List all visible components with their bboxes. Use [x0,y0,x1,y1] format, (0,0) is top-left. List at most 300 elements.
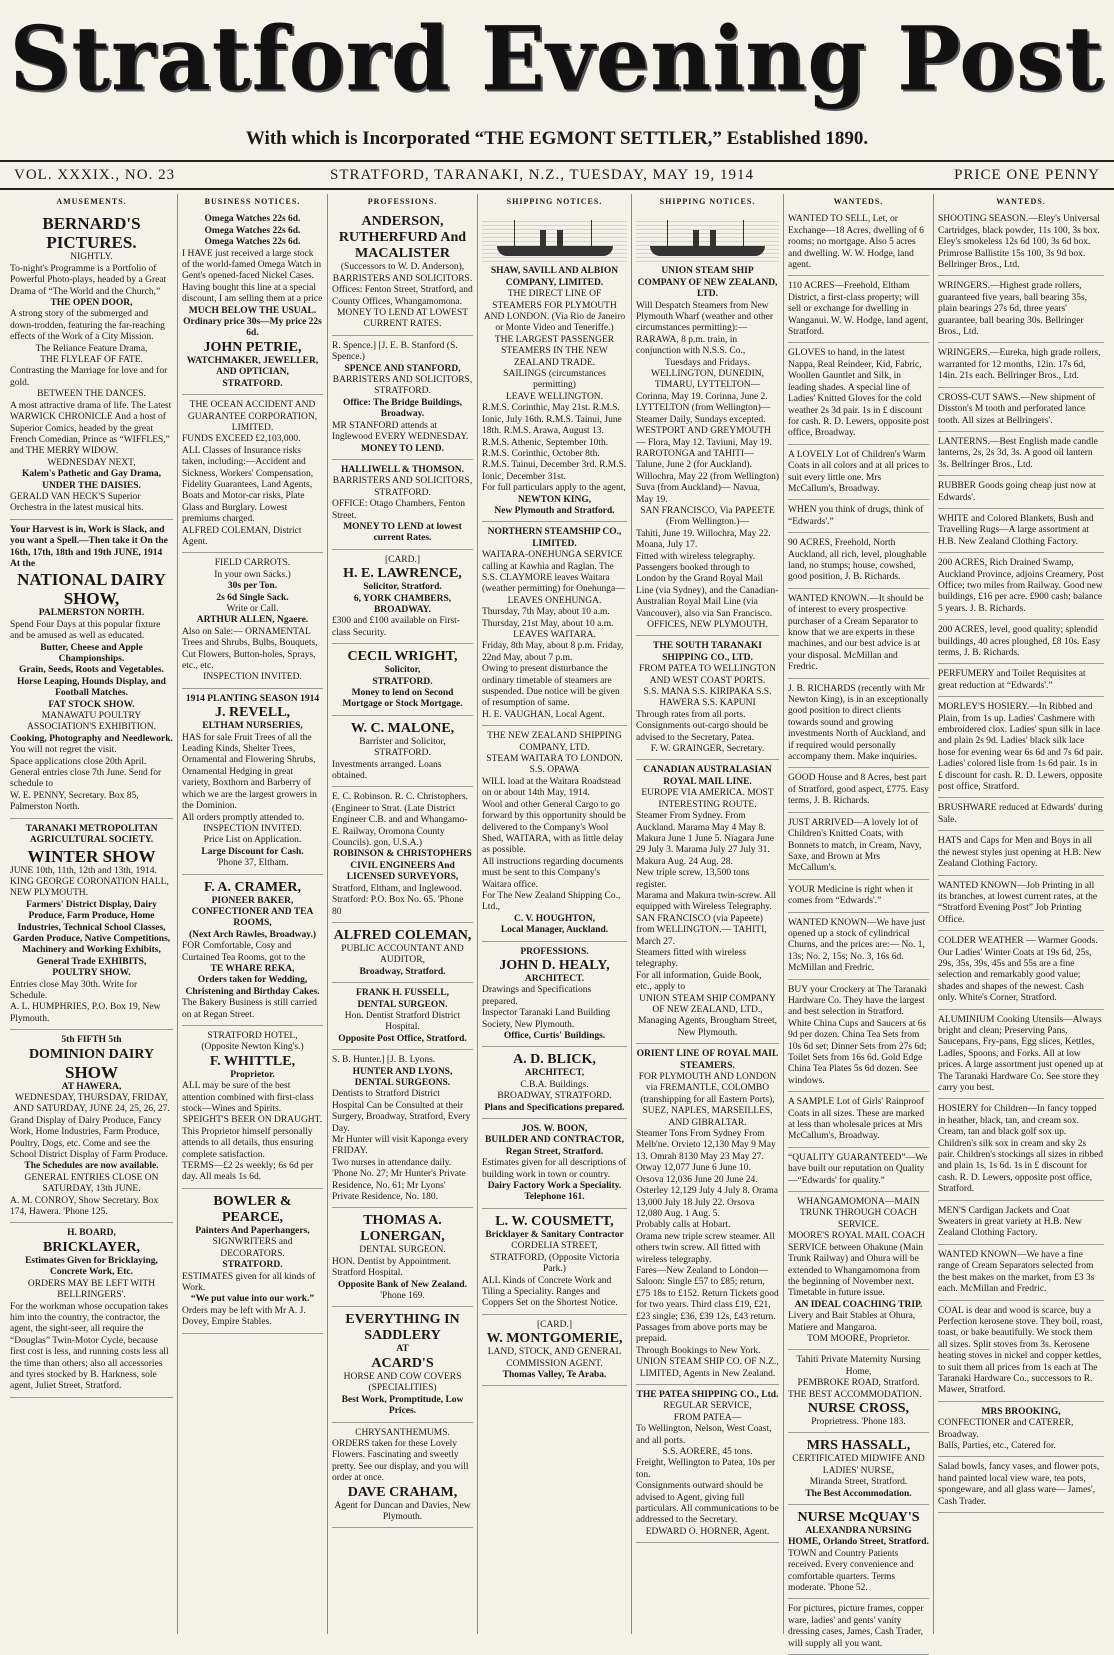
ad-text-line: Space applications close 20th April. General entries close 7th June. Send for schedule to [10,756,162,790]
ad-text-line: INSPECTION INVITED. [203,823,302,834]
ad-text-line: Stratford, Eltham, and Inglewood. Stratford: P.O. Box No. 65. 'Phone 80 [332,883,464,917]
ad-text-line: THE PATEA SHIPPING CO., Ltd. [636,1390,779,1400]
ad-text-line: SAN FRANCISCO, Via PAPEETE (From Wellington.)— [640,505,775,528]
advertisement [332,718,473,788]
ad-text-line: HUNTER AND LYONS, [352,1066,453,1077]
advertisement [482,211,627,522]
ad-text-line: CHRYSANTHEMUMS. [355,1427,450,1438]
ad-text-line: Balls, Parties, etc., Catered for. [938,1440,1056,1451]
ad-text-line: Spend Four Days at this popular fixture and be amused as well as educated. [10,619,161,642]
ad-text-line: BUILDER AND CONTRACTOR, Regan Street, Stratford. [485,1135,624,1157]
advertisement [788,535,929,589]
ad-text-line: CECIL WRIGHT, [347,649,458,665]
advertisement [788,1507,929,1599]
ad-text-line: Solicitor, [384,665,421,676]
ad-text-line: All instructions regarding documents must be sent to this Company's Waitara office. [482,856,624,890]
advertisement [636,1046,779,1385]
ad-text-line: BOWLER & PEARCE, [213,1193,292,1225]
advertisement [788,1094,929,1148]
ad-text-line: 200 ACRES, Rich Drained Swamp, Auckland Province, adjoins Creamery, Post Office; two miles from Railway. Good new buildings, £16 per acre. £900 cash; balance 5 years. J. B. Richards. [938,558,1104,614]
ad-text-line: £300 and £100 available on First-class Security. [332,616,460,638]
ad-text-line: Steamer Tons From Sydney From Melb'ne. Orvieto 12,130 May 9 May 13. Omrah 8130 May 23 May 27. Otway 12,077 June 6 June 10. Orsova 12,036 June 20 June 24. Osterley 12,129 July 4 July 8. Orama 13,000 July 18 July 22. Orsova 12,080 Aug. 1 Aug. 5. [636,1129,778,1219]
ad-text-line: LANTERNS.—Best English made candle lanterns, 2s, 2s 3d, 3s. A good oil lantern 3s. Bellringer Bros., Ltd. [938,436,1098,470]
ad-text-line: WRINGERS.—Eureka, high grade rollers, warranted for 12 months, 12in. 17s 6d, 14in. 21s each. Bellringer Bros., Ltd. [938,348,1101,382]
ad-text-line: [CARD.] [384,554,421,565]
ad-text-line: OFFICES, NEW PLYMOUTH. [647,620,768,630]
ad-text-line: All orders promptly attended to. [182,812,305,823]
ad-text-line: ALUMINIUM Cooking Utensils—Always bright and clean; Preserving Pans, Saucepans, Fry-pans, Egg slices, Kettles, Ladles, Spoons, and Forks. All at low prices. A large assortment just opened up at The Taranaki Hardware Co. See store they carry you best. [938,1014,1103,1093]
ad-text-line: LAND, STOCK, AND GENERAL COMMISSION AGENT. [487,1347,622,1369]
advertisement [938,1101,1104,1200]
ad-text-line: ALFRED COLEMAN, District Agent. [182,525,302,547]
ad-text-line: R. Spence.] [J. E. B. Stanford (S. Spence.) [332,340,458,363]
ad-text-line: Inspector Taranaki Land Building Society, New Plymouth. [482,1008,611,1030]
ad-text-line: EDWARD O. HORNER, Agent. [645,1526,770,1537]
ad-text-line: Passages from above ports may be prepaid. [636,1322,768,1345]
ad-text-line: A SAMPLE Lot of Girls' Rainproof Coats in all sizes. These are marked at less than wholesale prices at Mrs McCallum's, Broadway. [788,1097,925,1142]
ad-text-line: Barrister and Solicitor, [359,736,446,747]
advertisement [788,591,929,679]
ad-text-line: EVERYTHING IN SADDLERY [345,1312,460,1344]
ad-text-line: BROADWAY, STRATFORD. [497,1091,612,1102]
advertisement [332,1309,473,1422]
ad-text-line: Orama new triple screw steamer. All others twin screw. All fitted with wireless telegraphy. [636,1231,775,1265]
advertisement [182,1191,323,1334]
advertisement [938,666,1104,697]
advertisement [938,1303,1104,1402]
ad-text-line: (Opposite Newton King's.) [201,1042,304,1053]
advertisement [788,982,929,1093]
ad-text-line: E. C. Robinson. R. C. Christophers. (Engineer to Strat. (Late District Engineer C.B. and and Whangamo- E. Railway, Oromona County Councils). gon, U.S.A.) [332,792,468,849]
ad-text-line: W. MONTGOMERIE, [486,1331,623,1347]
ad-text-line: ALL Classes of Insurance risks taken, including:—Accident and Sickness, Workers' Compensation, Fidelity Guarantees, Land Agents, Boats and Motor-car risks, Plate Glass and Burglary. Lowest premiums charged. [182,445,314,525]
ad-text-line: DENTAL SURGEON. [359,1245,446,1256]
advertisement [788,915,929,980]
ad-text-line: Investments arranged. Loans obtained. [332,759,442,782]
ad-text-line: Through Bookings to New York. [636,1345,761,1356]
advertisement [332,552,473,644]
ad-text-line: MRS BROOKING, [981,1406,1061,1417]
column-heading: BUSINESS NOTICES. [204,197,301,206]
advertisement [788,1601,929,1655]
ad-text-line: 2s 6d Single Sack. [216,592,289,603]
ad-text-line: TE WHARE REKA, [210,963,295,974]
ad-text-line: AN IDEAL COACHING TRIP. [794,1299,923,1310]
ad-text-line: WHEN you think of drugs, think of “Edwards'.” [788,505,924,527]
ad-text-line: I HAVE just received a large stock of the world-famed Omega Watch in Gent's opened-faced Nickel Cases. Having bought this line at a special discount, I am selling them at a price [182,248,323,305]
ad-text-line: 'Phone 37, Eltham. [216,858,289,869]
ad-text-line: A strong story of the submerged and down-trodden, featuring the far-reaching effects of the Work of a City Mission. [10,309,165,343]
steamship-illustration [636,218,779,262]
ad-text-line: Contrasting the Marriage for love and for gold. [10,366,168,388]
ad-text-line: ELTHAM NURSERIES, [202,721,303,732]
ad-text-line: PROFESSIONS. [520,946,589,957]
ad-text-line: SAN FRANCISCO (via Papeete) from WELLINGTON.— TAHITI, March 27. [636,913,767,947]
ad-text-line: CORDELIA STREET, STRATFORD, (Opposite Victoria Park.) [489,1241,620,1275]
ad-text-line: RAROTONGA and TAHITI— Talune, June 2 (for Auckland). Willochra, May 22 (from Wellington) [636,448,779,482]
column-5 [632,194,784,1634]
ad-text-line: 110 ACRES—Freehold, Eltham District, a first-class property; will sell or exchange for dwelling in Wanganui. W. W. Hodge, land agent, Stratford. [788,281,929,338]
ad-text-line: Owing to present disturbance the ordinary timetable of steamers are suspended. Due notice will be given of resumption of same. [482,664,620,709]
advertisement [332,1210,473,1307]
advertisement [938,345,1104,387]
ad-text-line: TOM MOORE, Proprietor. [807,1333,910,1344]
ad-text-line: JOS. W. BOON, [521,1124,588,1135]
ad-text-line: F. W. GRAINGER, Secretary. [650,744,765,755]
ad-text-line: Your Harvest is in, Work is Slack, and you want a Spell.—Then take it On the 16th, 17th, 18th and 19th JUNE, 1914 At the [10,524,168,569]
ad-text-line: Tahiti, June 19. Willochra, May 22. Moana, July 17. [636,528,771,551]
ad-text-line: Agent for Duncan and Davies, New Plymouth. [334,1500,471,1522]
ad-text-line: Broadway, Stratford. [359,966,446,977]
ad-text-line: S. B. Hunter.] [J. B. Lyons. [332,1055,436,1066]
advertisement [938,1459,1104,1513]
advertisement [182,1028,323,1189]
ad-text-line: Proprietress. 'Phone 183. [811,1416,906,1427]
ad-text-line: C.B.A. Buildings. [520,1079,589,1090]
advertisement [182,211,323,395]
ad-text-line: For all information, Guide Book, etc., apply to [636,970,762,993]
ad-text-line: Write or Call. [226,604,279,614]
ad-text-line: Corinna, May 19. Corinna, June 2. [636,391,768,402]
ad-text-line: Best Work, Promptitude, Low Prices. [341,1394,464,1417]
ad-text-line: [CARD.] [536,1319,573,1330]
ad-text-line: H. E. LAWRENCE, [343,566,462,582]
advertisement [938,511,1104,553]
ad-text-line: HOSIERY for Children—In fancy topped in heather, black, tan, and cream sox. Cream, tan and black golf sox up. Children's silk sox in cream and sky 2s pair. Children's stockings all sizes in ribbed and plain 1s, 1s 6d. 1s in £ discount for cash. R. D. Lewers, opposite post office, Stratford. [938,1104,1104,1195]
ad-text-line: Livery and Bait Stables at Ohura, Matiere and Mangaroa. [788,1311,916,1333]
advertisement [938,1012,1104,1100]
advertisement [10,522,173,819]
ad-text-line: AT HAWERA, [61,1081,122,1092]
advertisement [10,821,173,1031]
ad-text-line: MR STANFORD attends at Inglewood EVERY WEDNESDAY. [332,420,469,443]
ad-text-line: Butter, Cheese and Apple Championships. [40,642,143,664]
ad-text-line: ALL may be sure of the best attention combined with first-class stock—Wines and Spirits. [182,1081,314,1115]
advertisement [938,833,1104,875]
advertisement [332,462,473,550]
ad-text-line: A LOVELY Lot of Children's Warm Coats in all colors and at all prices to suit every little one. Mrs McCallum's, Broadway. [788,449,929,494]
advertisement [938,878,1104,932]
ad-text-line: Freight, Wellington to Patea, 10s per ton. [636,1458,776,1480]
ad-text-line: HAS for sale Fruit Trees of all the Leading Kinds, Shelter Trees, Ornamental and Flowering Shrubs, Ornamental Hedging in great variety, Boxthorn and Barberry of which we are the largest growers in the Dominion. [182,732,317,812]
advertisement [938,555,1104,620]
ad-text-line: Ordinary price 30s—My price 22s 6d. [183,317,322,339]
ad-text-line: ALFRED COLEMAN, [333,927,472,943]
steamship-illustration [482,218,627,262]
advertisement [788,882,929,913]
ad-text-line: Thomas Valley, Te Araba. [502,1369,607,1380]
ad-text-line: A. M. CONROY, Show Secretary. Box 174, Hawera. 'Phone 125. [10,1195,159,1218]
ad-text-line: WANTED KNOWN—We have a fine range of Cream Separators selected from the best makes on the market, from £3 3s each. McMillan and Fredric. [938,1249,1095,1295]
ad-text-line: 'Phone 169. [380,1291,425,1302]
ad-text-line: ORIENT LINE OF ROYAL MAIL STEAMERS. [636,1049,779,1071]
place-and-date: STRATFORD, TARANAKI, N.Z., TUESDAY, MAY 19, 1914 [330,167,754,183]
ad-text-line: C. V. HOUGHTON, [513,913,596,924]
ad-text-line: S.S. MANA S.S. KIRIPAKA S.S. HAWERA S.S. KAPUNI [643,687,772,709]
ad-text-line: Bricklayer & Sanitary Contractor [485,1229,624,1240]
ad-text-line: (Next Arch Rawles, Broadway.) [188,929,317,940]
ad-text-line: FROM PATEA— [673,1412,742,1423]
advertisement [636,762,779,1044]
ad-text-line: R.M.S. Corinthic, May 21st. R.M.S. Ionic, July 16th. R.M.S. Tainui, June 18th. R.M.S. Arawa, August 13. R.M.S. Athenic, September 10th. R.M.S. Corinthic, October 8th. R.M.S. Tainui, December 3rd. R.M.S. Ionic, December 31st. [482,403,627,482]
ad-text-line: GERALD VAN HECK'S Superior Orchestra in the latest musical hits. [10,491,144,514]
ad-text-line: H. E. VAUGHAN, Local Agent. [482,709,605,720]
ad-text-line: Orders taken for Wedding, Christening and Birthday Cakes. [185,975,320,997]
ad-text-line: MONEY TO LEND at lowest current Rates. [343,521,462,544]
ad-text-line: F. A. CRAMER, [203,879,302,895]
ad-text-line: Painters And Paperhangers, [195,1225,310,1236]
advertisement [938,933,1104,1009]
dateline [0,160,1114,190]
column-1 [6,194,178,1634]
ad-text-line: Friday, 8th May, about 8 p.m. Friday, 22nd May, about 7 p.m. [482,641,624,663]
ad-text-line: MOORE'S ROYAL MAIL COACH SERVICE between Ohakune (Main Trunk Railway) and Ohura will be extended to Whangamomona from the beginning of November next. Timetable in future issue. [788,1231,925,1299]
advertisement [482,1049,627,1119]
ad-text-line: Proprietor. [230,1069,275,1080]
ad-text-line: Plans and Specifications prepared. [484,1102,625,1113]
advertisement [482,944,627,1048]
ad-text-line: WANTED KNOWN.—It should be of interest to every prospective purchaser of a Cream Separator to know that we are experts in these machines, and our best advice is at your disposal. McMillan and Fredric. [788,593,924,673]
ad-text-line: NIGHTLY. [70,252,113,263]
price: PRICE ONE PENNY [954,167,1100,183]
advertisement [788,681,929,769]
ad-text-line: FRANK H. FUSSELL, [356,988,449,999]
ad-text-line: BRICKLAYER, [42,1239,141,1255]
ad-text-line: TERMS—£2 2s weekly; 6s 6d per day. All meals 1s 6d. [182,1161,314,1183]
ad-text-line: DOMINION DAIRY [28,1046,155,1062]
ad-text-line: Wool and other General Cargo to go forward by this opportunity should be delivered to the Company's Wool Shed, WAITARA, with as little delay as possible. [482,799,626,856]
ad-text-line: EUROPE VIA AMERICA. MOST INTERESTING ROUTE. [641,788,774,810]
ad-text-line: TOWN and Country Patients received. Every convenience and comfortable quarters. Terms moderate. 'Phone 52. [788,1548,914,1594]
advertisement [10,1032,173,1223]
ad-text-line: HORSE AND COW COVERS (SPECIALITIES) [343,1371,462,1394]
ad-text-line: Fares—New Zealand to London— Saloon: Single £57 to £85; return, £75 18s to £152. Return Tickets good for two years. Third class £19, £21, £23 single; £36, £39 12s, £43 return. [636,1265,779,1322]
advertisement [182,397,323,553]
ad-text-line: Telephone 161. [524,1192,585,1203]
advertisement [10,211,173,519]
advertisement [788,502,929,533]
ad-text-line: BARRISTERS AND SOLICITORS, STRATFORD. [332,375,473,397]
advertisement [938,1404,1104,1458]
ad-text-line: MANAWATU POULTRY ASSOCIATION'S EXHIBITION. [27,711,156,733]
ad-text-line: The Reliance Feature Drama, [35,343,148,354]
ad-text-line: FOR Comfortable, Cosy and Curtained Tea Rooms, got to the [182,941,306,963]
ad-text-line: The Best Accommodation. [805,1488,912,1499]
ad-text-line: CERTIFICATED MIDWIFE AND LADIES' NURSE, [792,1454,925,1476]
ad-text-line: WESTPORT AND GREYMOUTH— Flora, May 12. Taviuni, May 19. [636,426,772,448]
ad-text-line: To Wellington, Nelson, West Coast, and all ports. [636,1424,772,1446]
ad-text-line: AT [396,1344,409,1355]
ad-text-line: JOHN D. HEALY, [499,957,610,973]
ad-text-line: GOOD House and 8 Acres, best part of Stratford, good aspect, £775. Easy terms, J. B. Richards. [788,773,929,807]
advertisement [938,478,1104,509]
ad-text-line: GLOVES to hand, in the latest Nappa, Real Reindeer, Kid, Fabric, Woollen Gauntlet and Silk, in leading shades. A special line of Ladies' Knitted Gloves for the cold weather 2s 3d pair. 1s in £ discount for cash. R. D. Lewers, opposite post office, Broadway. [788,348,929,439]
ad-text-line: To-night's Programme is a Portfolio of Powerful Photo-plays, headed by a Great Drama of “The World and the Church,” [10,263,167,297]
ad-text-line: S.S. AORERE, 45 tons. [662,1447,753,1458]
ad-text-line: You will not regret the visit. [10,745,117,756]
advertisement [788,345,929,444]
column-heading: SHIPPING NOTICES. [659,197,756,206]
ad-text-line: “We put value into our work.” [190,1294,315,1305]
ad-text-line: Office: The Bridge Buildings, Broadway. [342,397,463,420]
ad-text-line: In your own Sacks.) [214,569,291,580]
column-heading: SHIPPING NOTICES. [506,197,603,206]
ad-text-line: STRATFORD. [374,748,431,759]
ad-text-line: THE OPEN DOOR, [50,298,133,309]
ad-text-line: WILL load at the Waitara Roadstead on or about 14th May, 1914. [482,776,621,799]
ad-text-line: FUNDS EXCEED £2,103,000. [182,434,301,445]
advertisement [482,1317,627,1387]
ad-text-line: JUST ARRIVED—A lovely lot of Children's Knitted Coats, with Bonnets to match, in Cream, Navy, Saxe, and Brown at Mrs McCallum's. [788,817,922,874]
advertisement [938,390,1104,432]
advertisement [182,877,323,1026]
ad-text-line: Cooking, Photography and Needlework. [10,733,173,744]
ad-text-line: Offices: Fenton Street, Stratford, and County Offices, Whangamomona. [332,285,473,307]
ad-text-line: Opposite Post Office, Stratford. [338,1033,467,1044]
ad-text-line: SHAW, SAVILL AND ALBION COMPANY, LIMITED. [490,266,619,288]
ad-text-line: Omega Watches 22s 6d. [204,214,301,225]
advertisement [182,691,323,875]
ad-text-line: SPENCE AND STANFORD, [344,363,461,374]
ad-text-line: L. W. COUSMETT, [495,1213,614,1229]
ad-text-line: THE BEST ACCOMMODATION. [788,1389,922,1400]
column-7 [934,194,1108,1634]
advertisement [788,815,929,880]
ad-text-line: WHANGAMOMONA—MAIN TRUNK THROUGH COACH SERVICE. [797,1197,920,1230]
column-3 [328,194,478,1634]
ad-text-line: THE FLYLEAF OF FATE. [40,355,143,366]
ad-text-line: Solicitor, Stratford. [363,582,442,593]
ad-text-line: PERFUMERY and Toilet Requisites at great reduction at “Edwards'.” [938,669,1086,691]
ad-text-line: CONFECTIONER and CATERER, Broadway. [938,1418,1074,1440]
advertisement [332,1425,473,1529]
ad-text-line: A. D. BLICK, [513,1052,596,1068]
ad-text-line: 30s per Ton. [227,581,278,592]
ad-text-line: 6, YORK CHAMBERS, BROADWAY. [353,593,452,615]
advertisement [938,278,1104,343]
advertisement [938,211,1104,276]
ad-text-line: WHITE and Colored Blankets, Bush and Travelling Rugs—A large assortment at H.B. New Zealand Clothing Factory. [938,513,1094,547]
advertisement [332,646,473,716]
advertisement [482,728,627,941]
advertisement [938,800,1104,831]
column-2 [178,194,328,1634]
ad-text-line: RARAWA, 8 p.m. train, in conjunction with N.S.S. Co., [636,334,746,357]
ad-text-line: THE DIRECT LINE OF STEAMERS FOR PLYMOUTH AND LONDON. (Via Rio de Janeiro or Monte Video and Teneriffe.) [483,289,626,334]
ad-text-line: COLDER WEATHER — Warmer Goods. Our Ladies' Winter Coats at 19s 6d, 25s, 29s, 35s, 39s, 45s and 55s are a fine selection and remarkably good value; shades and shapes of the newest. Cash only. White's Corner, Stratford. [938,936,1098,1004]
ad-text-line: Grand Display of Dairy Produce, Fancy Work, Home Industries, Farm Produce, Poultry, Dogs, etc. Come and see the School District Display of Farm Produce. [10,1115,168,1161]
advertisement [788,1194,929,1350]
column-heading: PROFESSIONS. [367,197,438,206]
ad-text-line: HON. Dentist by Appointment. Stratford Hospital. [332,1256,452,1279]
ad-text-line: 1914 PLANTING SEASON 1914 [185,693,320,704]
advertisement [332,338,473,460]
ad-text-line: THE LARGEST PASSENGER STEAMERS IN THE NEW ZEALAND TRADE. [494,334,615,368]
ad-text-line: H. BOARD, [67,1228,116,1239]
ad-text-line: LEAVES WAITARA. [513,630,596,640]
ad-text-line: Estimates Given for Bricklaying, Concrete Work, Etc. [25,1255,158,1278]
ad-text-line: WANTED KNOWN—We have just opened up a stock of cylindrical Churns, and the prices are:— No. 1, 13s; No. 2, 15s; No. 3, 16s 6d. McMillan and Fredric. [788,917,926,974]
ad-text-line: Steamers fitted with wireless telegraphy. [636,947,747,970]
ad-text-line: PALMERSTON NORTH. [38,608,145,619]
ad-text-line: Thursday, 7th May, about 10 a.m. Thursday, 21st May, about 10 a.m. [482,607,614,629]
advertisement [636,1387,779,1543]
ad-text-line: PIONEER BAKER, CONFECTIONER AND TEA ROOMS, [191,895,314,929]
ad-text-line: WANTED KNOWN—Job Printing in all its branches, at lowest current rates, at the “Stratford Evening Post” Job Printing Office. [938,880,1098,925]
ad-text-line: WAITARA-ONEHUNGA SERVICE calling at Kawhia and Raglan. The S.S. CLAYMORE leaves Waitara (weather permitting) for Onehunga— [482,550,625,595]
ad-text-line: UNION STEAM SHIP CO. OF N.Z., LIMITED, Agents in New Zealand. [636,1357,779,1379]
advertisement [938,1247,1104,1301]
ad-text-line: Omega Watches 22s 6d. [204,225,301,236]
ad-text-line: THE SOUTH TARANAKI SHIPPING CO., LTD. [653,641,762,663]
ad-text-line: NURSE McQUAY'S [797,1510,920,1525]
newspaper-subtitle: With which is Incorporated “THE EGMONT SETTLER,” Established 1890. [245,128,869,149]
ad-text-line: SIGNWRITERS and DECORATORS. [212,1237,293,1259]
ad-text-line: F. WHITTLE, [209,1053,296,1069]
advertisement [482,524,627,726]
advertisement [788,1435,929,1505]
ad-text-line: SHOW [65,1062,118,1082]
ad-text-line: Fitted with wireless telegraphy. Passengers booked through to London by the Grand Royal Mail Line (via Sydney), and the Canadian-Australian Royal Mail Line (via Vancouver), also via San Francisco. [636,551,779,619]
ad-text-line: W. C. MALONE, [350,720,455,736]
ad-text-line: GENERAL ENTRIES CLOSE ON SATURDAY, 13th JUNE. [24,1172,159,1195]
advertisement [788,1352,929,1433]
ad-text-line: NEWTON KING, [517,494,592,505]
ad-text-line: STEAM WAITARA TO LONDON. [486,754,623,765]
advertisement [788,1150,929,1192]
advertisement [788,211,929,276]
ad-text-line: Dairy Factory Work a Speciality. [487,1181,622,1192]
ad-text-line: STRATFORD. [372,676,433,687]
ad-text-line: UNION STEAM SHIP COMPANY OF NEW ZEALAND, LTD., Managing Agents, Brougham Street, New Plymouth. [637,993,778,1038]
ad-text-line: ANDERSON, RUTHERFURD And MACALISTER [338,214,467,262]
advertisement [788,447,929,501]
ad-text-line: “QUALITY GUARANTEED”—We have built our reputation on Quality—“Edwards' for quality.” [788,1152,928,1186]
ad-text-line: MONEY TO LEND. [361,443,444,454]
ad-text-line: PUBLIC ACCOUNTANT AND AUDITOR, [341,943,464,966]
ad-text-line: STRATFORD. [222,1260,283,1271]
ad-text-line: Through rates from all ports. Consignments out-cargo should be advised to the Secretary, Patea. [636,709,769,743]
ad-text-line: BERNARD'S PICTURES. [42,214,141,253]
ad-text-line: For full particulars apply to the agent, [482,483,626,494]
ad-text-line: STRATFORD HOTEL, [207,1031,298,1041]
ad-text-line: Money to lend on Second Mortgage or Stock Mortgage. [342,688,463,710]
ad-text-line: POULTRY SHOW. [52,968,131,979]
advertisement [482,1211,627,1315]
ad-text-line: Farmers' District Display, Dairy Produce, Farm Produce, Home Industries, Technical School Classes, Garden Produce, Native Competitions, Machinery and Working Exhibits, General Trade EXHIBITS, [12,899,171,967]
column-heading: WANTEDS. [996,197,1046,206]
ad-text-line: For pictures, picture frames, copper ware, ladies' and gents' vanity dressing cases, James, Cash Trader, will supply all you want. [788,1604,924,1649]
ad-text-line: NURSE CROSS, [807,1400,910,1416]
ad-text-line: (Successors to W. D. Anderson), BARRISTERS AND SOLICITORS. [332,262,473,284]
ad-text-line: ARCHITECT, [524,1068,585,1079]
ad-text-line: SHOOTING SEASON.—Eley's Universal Cartridges, black powder, 11s 100, 3s box. Eley's smokeless 12s 6d 100, 3s 6d box. Primrose Ballistite 15s 100, 3s 9d box. Bellringer Bros., Ltd. [938,214,1100,271]
ad-text-line: LYTTELTON (from Wellington)— Steamer Daily, Sundays excepted. [636,403,771,425]
ad-text-line: Two nurses in attendance daily. 'Phone No. 27; Mr Hunter's Private Residence, No. 61; Mr Lyons' Private Residence, No. 180. [332,1157,466,1203]
advertisement [938,1203,1104,1245]
ad-text-line: Grain, Seeds, Roots and Vegetables. [19,665,164,676]
ad-text-line: THE NEW ZEALAND SHIPPING COMPANY, LTD. [487,731,622,753]
ad-text-line: MONEY TO LEND AT LOWEST CURRENT RATES. [336,308,469,330]
ad-text-line: Steamer From Sydney. From Auckland. Marama May 4 May 8. Makura June 1 June 5. Niagara June 29 July 3. Marama July 27 July 31. Makura Aug. 24 Aug. 28. [636,811,774,867]
advertisement [332,925,473,983]
ad-text-line: MORLEY'S HOSIERY.—In Ribbed and Plain, from 1s up. Ladies' Cashmere with embroidered clox. Ladies' spun silk in lace and plain 2s 9d. Ladies' black silk lace hose for evening wear 6s 6d and 7s 6d pair. Ladies' colored lisle from 1s 6d pair. 1s in £ discount for cash. R. D. Lewers, opposite post office, Stratford. [938,702,1103,793]
ad-text-line: Orders may be left with Mr A. J. Dovey, Empire Stables. [182,1305,306,1328]
ad-text-line: COAL is dear and wood is scarce, buy a Perfection kerosene stove. They boil, roast, toast, or bake beautifully. We stock them all sizes. Split stoves from 3s. Kerosene heating stoves in nickel and copper kettles, to suit them all prices from 1s each at The Taranaki Hardware Co., successors to R. Mawer, Stratford. [938,1305,1103,1396]
ad-text-line: THE OCEAN ACCIDENT AND GUARANTEE CORPORATION, LIMITED. [187,400,318,433]
ad-text-line: BRUSHWARE reduced at Edwards' during Sale. [938,803,1103,825]
ad-text-line: FAT STOCK SHOW. [48,699,135,710]
